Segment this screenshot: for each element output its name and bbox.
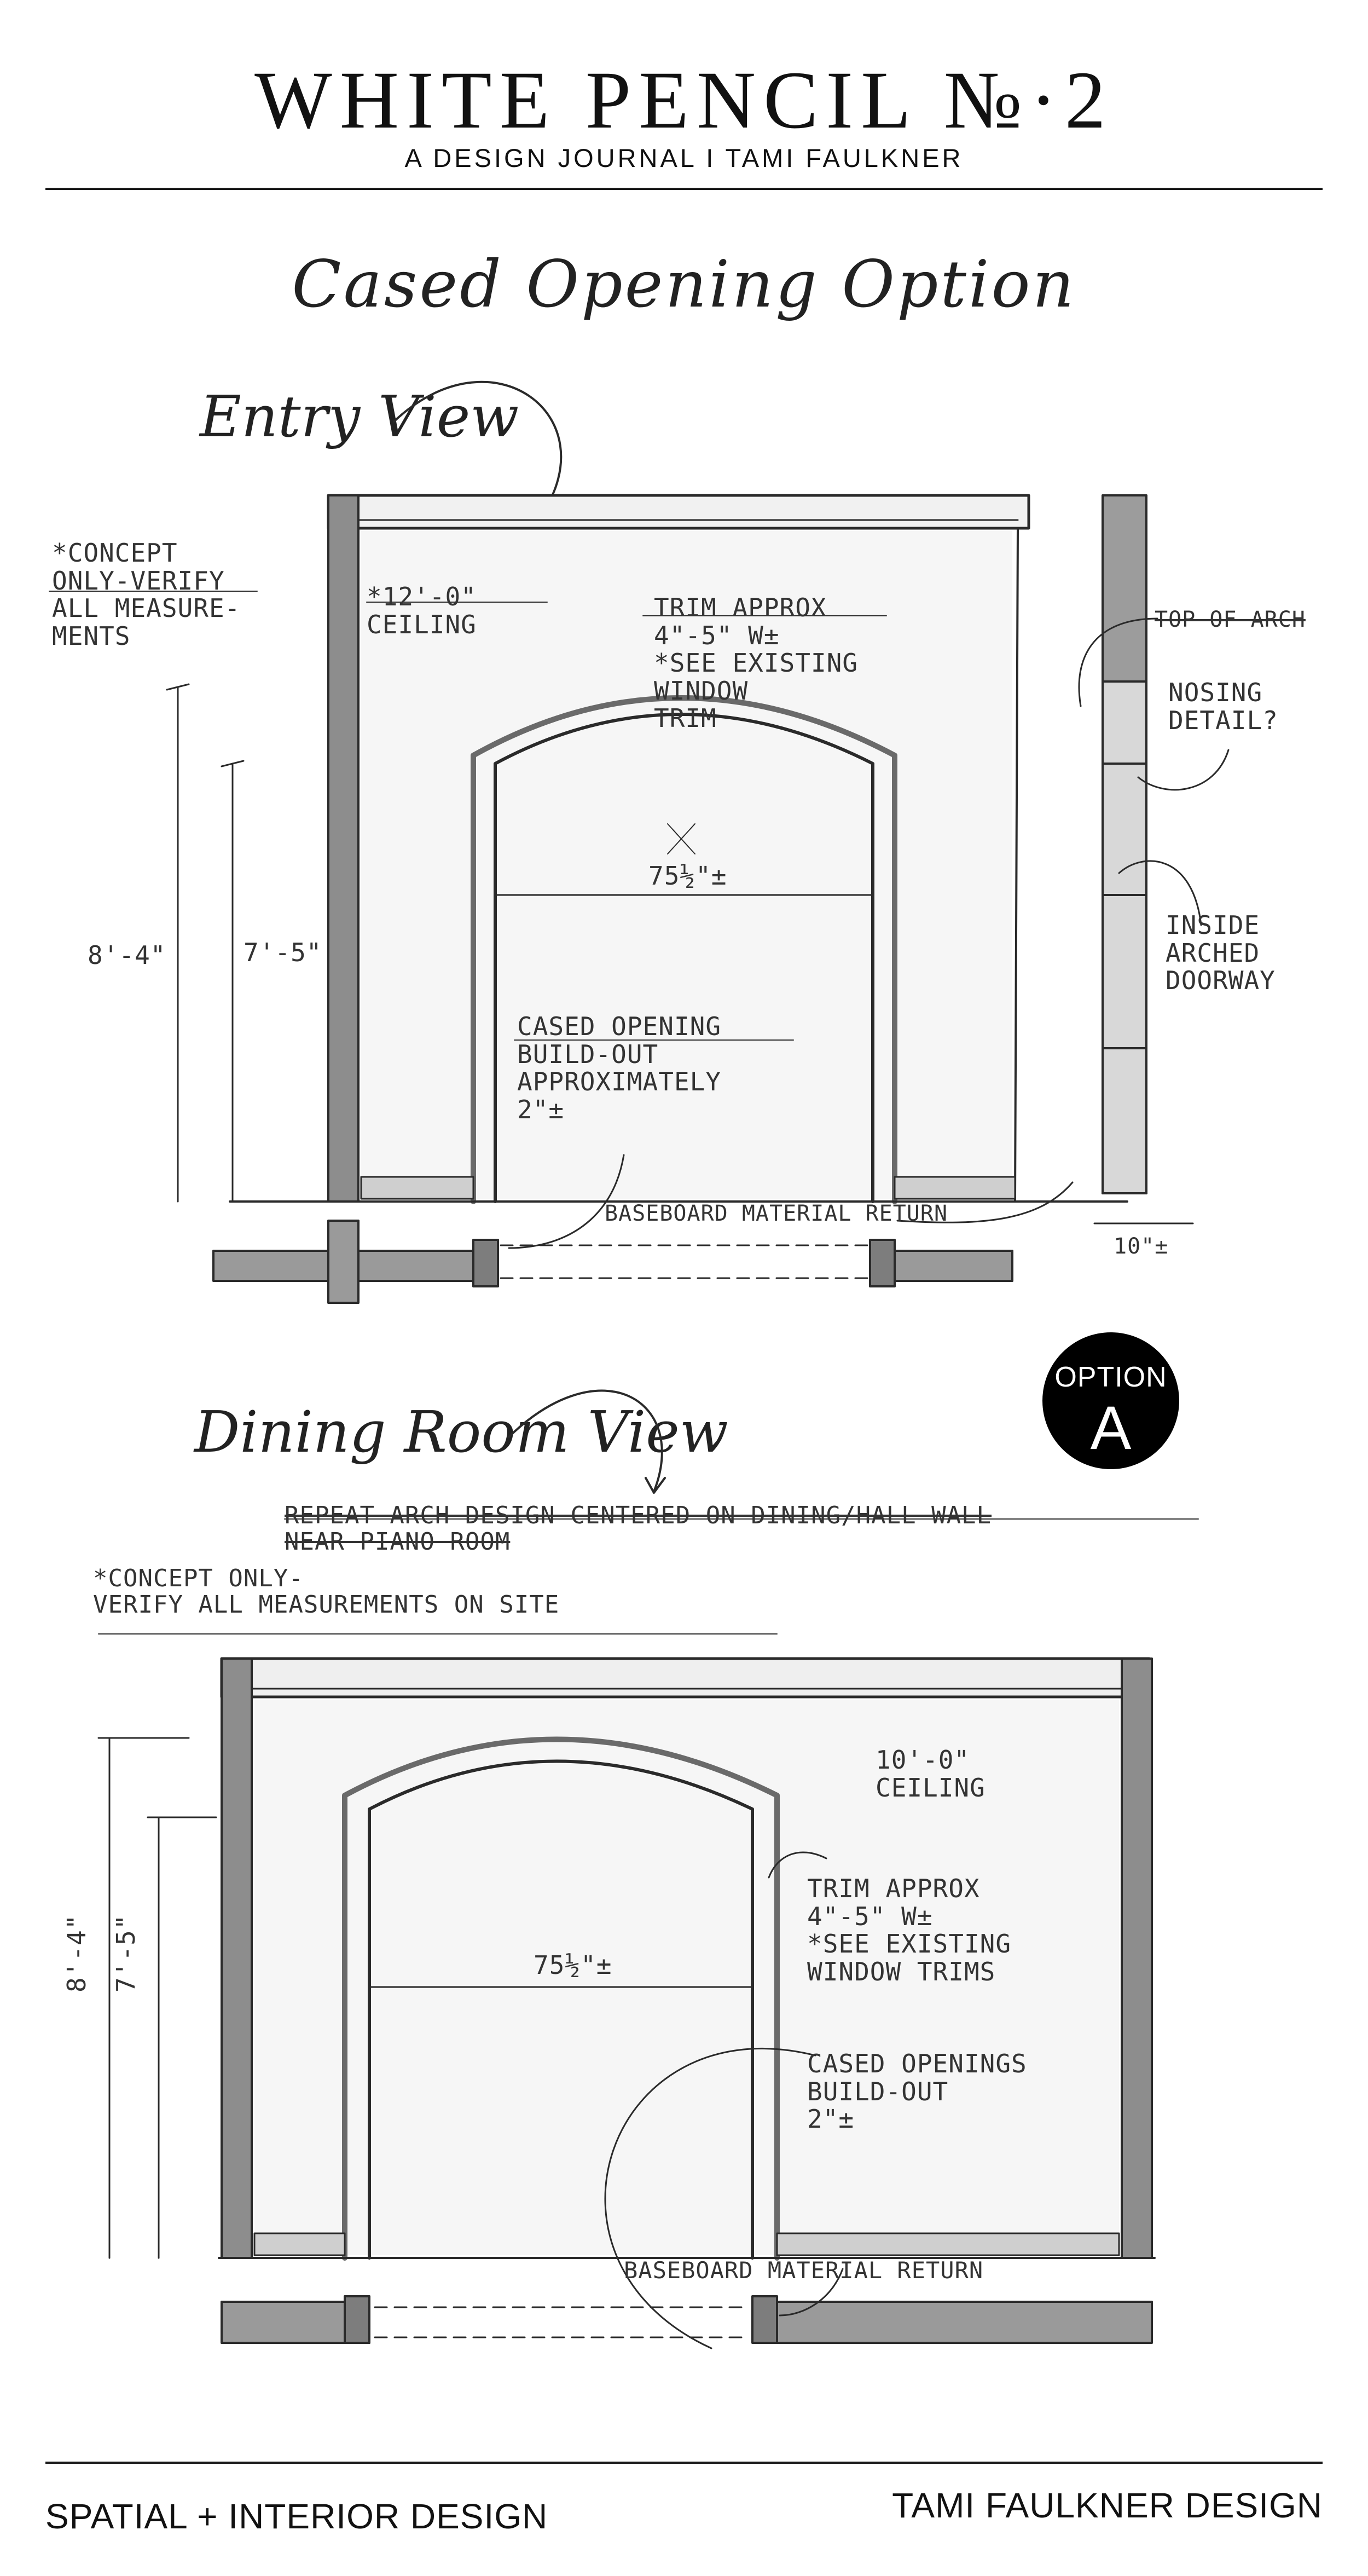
dining-baseboard-note: BASEBOARD MATERIAL RETURN	[624, 2257, 984, 2284]
entry-depth-dimension: 10"±	[1114, 1234, 1169, 1259]
entry-top-of-arch-note: TOP OF ARCH	[1155, 607, 1306, 632]
entry-view-sketch	[0, 356, 1368, 1314]
footer-brand: TAMI FAULKNER DESIGN	[892, 2486, 1323, 2525]
option-badge-letter: A	[1090, 1394, 1132, 1462]
dining-cased-note: CASED OPENINGS BUILD-OUT 2"±	[807, 2049, 1027, 2134]
dining-view-label: Dining Room View	[194, 1399, 728, 1465]
dining-width-dimension: 75½"±	[534, 1950, 612, 1980]
entry-cased-opening-note: CASED OPENING BUILD-OUT APPROXIMATELY 2"±	[517, 1012, 722, 1124]
option-badge-word: OPTION	[1054, 1361, 1167, 1393]
footer-tagline: SPATIAL + INTERIOR DESIGN	[45, 2497, 548, 2536]
entry-ceiling-note: *12'-0" CEILING	[367, 582, 477, 639]
entry-height-outer: 8'-4"	[88, 940, 166, 970]
dining-height-outer: 8'-4"	[62, 1914, 91, 1992]
entry-inside-arched-note: INSIDE ARCHED DOORWAY	[1166, 910, 1276, 996]
dining-concept-note: *CONCEPT ONLY- VERIFY ALL MEASUREMENTS ON SITE	[93, 1564, 560, 1619]
dining-trim-note: TRIM APPROX 4"-5" W± *SEE EXISTING WINDOW TRIMS	[807, 1874, 1012, 1986]
entry-nosing-note: NOSING DETAIL?	[1168, 678, 1278, 735]
entry-trim-note: TRIM APPROX 4"-5" W± *SEE EXISTING WINDOW TRIM	[654, 593, 859, 733]
dining-repeat-note: REPEAT ARCH DESIGN CENTERED ON DINING/HALL WALL NEAR PIANO ROOM	[285, 1501, 992, 1556]
footer-divider	[45, 2462, 1323, 2464]
page-heading: Cased Opening Option	[292, 246, 1076, 322]
journal-subtitle: A DESIGN JOURNAL I TAMI FAULKNER	[404, 143, 964, 172]
dining-height-inner: 7'-5"	[111, 1914, 141, 1992]
entry-width-dimension: 75½"±	[648, 861, 727, 891]
header-divider	[45, 188, 1323, 190]
entry-view-label: Entry View	[200, 383, 519, 450]
journal-title: WHITE PENCIL №·2	[254, 55, 1114, 146]
entry-height-inner: 7'-5"	[244, 938, 322, 967]
entry-concept-note: *CONCEPT ONLY-VERIFY ALL MEASURE- MENTS	[52, 538, 241, 651]
dining-ceiling-note: 10'-0" CEILING	[876, 1745, 986, 1803]
entry-baseboard-note: BASEBOARD MATERIAL RETURN	[605, 1201, 948, 1226]
